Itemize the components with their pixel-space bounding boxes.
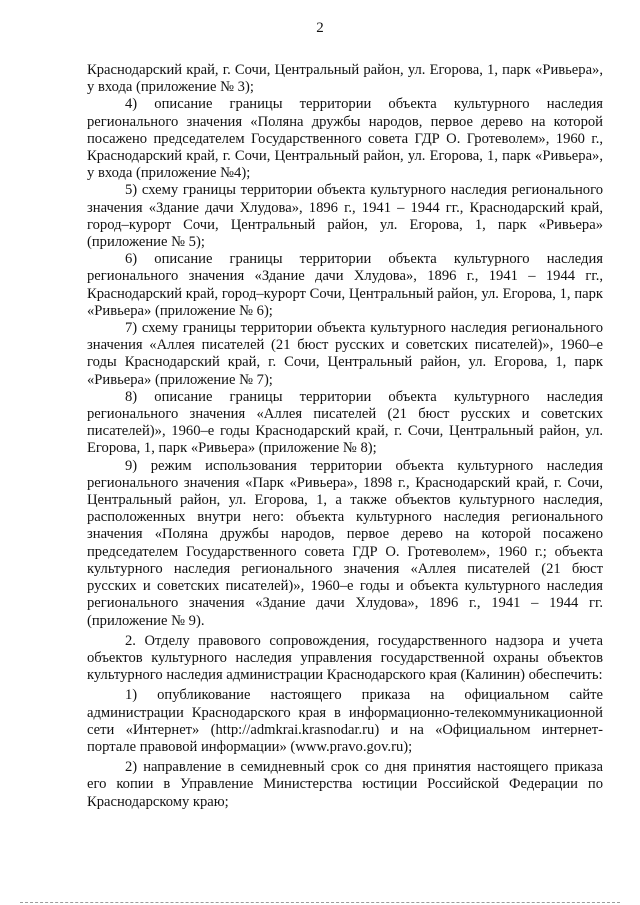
- document-body: [87, 62, 603, 811]
- paragraph-item-7: 7) схему границы территории объекта культурного наследия регионального значения «Аллея писателей (21 бюст русских и советских писателей)», 1960–е годы Краснодарский край, г. Сочи, Центральный район, ул. Егорова, 1, парк «Ривьера» (приложение № 7);: [87, 320, 603, 388]
- paragraph-subitem-1: 1) опубликование настоящего приказа на официальном сайте администрации Краснодарского края в информационно-телекоммуникационной сети «Интернет» (http://admkrai.krasnodar.ru) и на «Официальном интернет-портале правовой информации» (www.pravo.gov.ru);: [87, 687, 603, 755]
- paragraph-item-4: 4) описание границы территории объекта культурного наследия регионального значения «Поляна дружбы народов, первое дерево на которой посажено председателем Государственного совета ГДР О. Гротеволем», 1960 г., Краснодарский край, г. Сочи, Центральный район, ул. Егорова, 1, парк «Ривьера», у входа (приложение №4);: [87, 96, 603, 182]
- paragraph-subitem-2: 2) направление в семидневный срок со дня принятия настоящего приказа его копии в Управление Министерства юстиции Российской Федерации по Краснодарскому краю;: [87, 759, 603, 810]
- paragraph-continuation: Краснодарский край, г. Сочи, Центральный район, ул. Егорова, 1, парк «Ривьера», у входа (приложение № 3);: [87, 62, 603, 96]
- paragraph-item-9: 9) режим использования территории объекта культурного наследия регионального значения «Парк «Ривьера», 1898 г., Краснодарский край, г. Сочи, Центральный район, ул. Егорова, 1, а также объектов культурного наследия, расположенных внутри него: объекта культурного наследия регионального значения «Поляна дружбы народов, первое дерево на которой посажено председателем Государственного совета ГДР О. Гротеволем», 1960 г.; объекта культурного наследия регионального значения «Аллея писателей (21 бюст русских и советских писателей)», 1960–е годы и объекта культурного наследия регионального значения «Здание дачи Хлудова», 1896 г., 1941 – 1944 гг. (приложение № 9).: [87, 457, 603, 629]
- scan-edge-line: [20, 902, 620, 903]
- page-number: 2: [316, 20, 324, 36]
- paragraph-item-8: 8) описание границы территории объекта культурного наследия регионального значения «Аллея писателей (21 бюст русских и советских писателей)», 1960–е годы Краснодарский край, г. Сочи, Центральный район, ул. Егорова, 1, парк «Ривьера» (приложение № 8);: [87, 388, 603, 457]
- paragraph-section-2: 2. Отделу правового сопровождения, государственного надзора и учета объектов культурного наследия управления государственной охраны объектов культурного наследия администрации Краснодарского края (Калинин) обеспечить:: [87, 632, 603, 684]
- paragraph-item-6: 6) описание границы территории объекта культурного наследия регионального значения «Здание дачи Хлудова», 1896 г., 1941 – 1944 гг., Краснодарский край, город–курорт Сочи, Центральный район, ул. Егорова, 1, парк «Ривьера» (приложение № 6);: [87, 251, 603, 319]
- paragraph-item-5: 5) схему границы территории объекта культурного наследия регионального значения «Здание дачи Хлудова», 1896 г., 1941 – 1944 гг., Краснодарский край, город–курорт Сочи, Центральный район, ул. Егорова, 1, парк «Ривьера» (приложение № 5);: [87, 182, 603, 251]
